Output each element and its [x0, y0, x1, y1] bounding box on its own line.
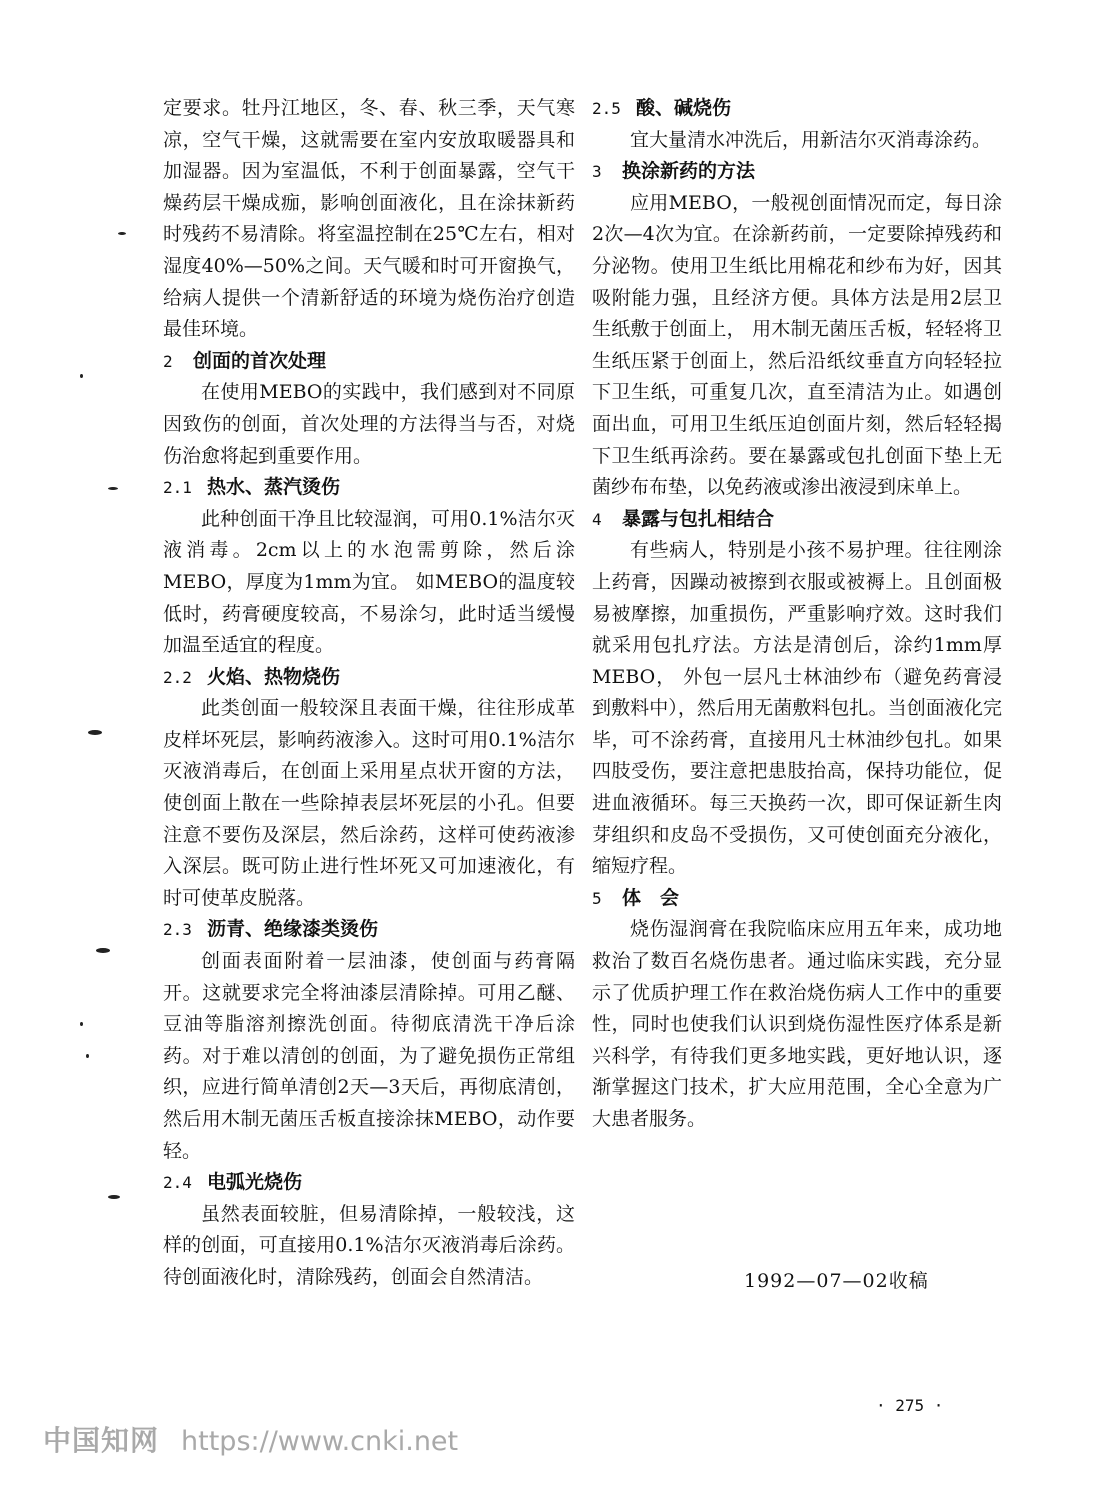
section-number: 5	[592, 888, 602, 908]
paragraph: 在使用MEBO的实践中，我们感到对不同原因致伤的创面，首次处理的方法得当与否，对烧伤治愈将起到重要作用。	[163, 381, 575, 467]
section-title: 沥青、绝缘漆类烫伤	[207, 918, 379, 941]
scan-speck	[118, 232, 126, 235]
received-date: 1992—07—02收稿	[744, 1270, 929, 1292]
section-title: 暴露与包扎相结合	[622, 507, 775, 530]
section-title: 体 会	[622, 886, 680, 909]
section-title: 换涂新药的方法	[622, 160, 756, 183]
cnki-logo: 中国知网	[43, 1424, 160, 1457]
watermark-footer	[43, 1419, 458, 1459]
section-title: 电弧光烧伤	[207, 1171, 303, 1194]
scan-speck	[108, 1195, 120, 1199]
section-heading	[592, 883, 1002, 915]
paragraph: 有些病人，特别是小孩不易护理。往往刚涂上药膏，因躁动被擦到衣服或被褥上。且创面极易被摩擦，加重损伤，严重影响疗效。这时我们就采用包扎疗法。方法是清创后，涂约1mm厚MEBO， 外包一层凡士林油纱布（避免药膏浸到敷料中），然后用无菌敷料包扎。当创面液化完毕，可不涂药膏，直接用凡士林油纱包扎。如果四肢受伤，要注意把患肢抬高，保持功能位，促进血液循环。每三天换药一次，即可保证新生肉芽组织和皮岛不受损伤，又可使创面充分液化，缩短疗程。	[592, 539, 1002, 878]
scan-speck	[80, 374, 83, 378]
paragraph: 应用MEBO，一般视创面情况而定，每日涂2次—4次为宜。在涂新药前，一定要除掉残药和分泌物。使用卫生纸比用棉花和纱布为好，因其吸附能力强，且经济方便。具体方法是用2层卫生纸敷于创面上， 用木制无菌压舌板，轻轻将卫生纸压紧于创面上，然后沿纸纹垂直方向轻轻拉下卫生纸，可重复几次，直至清洁为止。如遇创面出血，可用卫生纸压迫创面片刻，然后轻轻揭下卫生纸再涂药。要在暴露或包扎创面下垫上无菌纱布布垫，以免药液或渗出液浸到床单上。	[592, 191, 1002, 499]
paragraph: 此种创面干净且比较湿润，可用0.1%洁尔灭液消毒。2cm以上的水泡需剪除，然后涂MEBO，厚度为1mm为宜。 如MEBO的温度较低时，药膏硬度较高，不易涂匀，此时适当缓慢加温至适宜的程度。	[163, 507, 575, 657]
subsection-heading	[163, 1167, 575, 1199]
scan-speck	[80, 1022, 83, 1026]
subsection-heading	[163, 914, 575, 946]
section-number: 2.2	[163, 667, 192, 687]
subsection-heading	[592, 93, 1002, 125]
paragraph: 此类创面一般较深且表面干燥，往往形成革皮样坏死层，影响药液渗入。这时可用0.1%洁尔灭液消毒后，在创面上采用星点状开窗的方法，使创面上散在一些除掉表层坏死层的小孔。但要注意不要伤及深层，然后涂药，这样可使药液渗入深层。既可防止进行性坏死又可加速液化，有时可使革皮脱落。	[163, 697, 575, 909]
section-number: 2.1	[163, 478, 192, 498]
paragraph: 宜大量清水冲洗后，用新洁尔灭消毒涂药。	[630, 128, 992, 151]
section-number: 4	[592, 509, 602, 529]
section-heading	[592, 156, 1002, 188]
section-title: 热水、蒸汽烫伤	[207, 476, 341, 499]
left-column	[163, 93, 575, 1294]
section-heading	[163, 346, 575, 378]
right-column	[592, 93, 1002, 1136]
section-heading	[592, 504, 1002, 536]
section-title: 酸、碱烧伤	[636, 97, 732, 119]
subsection-heading	[163, 662, 575, 694]
paragraph: 创面表面附着一层油漆，使创面与药膏隔开。这就要求完全将油漆层清除掉。可用乙醚、豆油等脂溶剂擦洗创面。待彻底清洗干净后涂药。对于难以清创的创面，为了避免损伤正常组织，应进行简单清创2天—3天后，再彻底清创，然后用木制无菌压舌板直接涂抹MEBO，动作要轻。	[163, 950, 575, 1162]
section-title: 火焰、热物烧伤	[207, 665, 341, 688]
subsection-heading	[163, 472, 575, 504]
section-number: 2	[163, 351, 173, 371]
paragraph: 烧伤湿润膏在我院临床应用五年来，成功地救治了数百名烧伤患者。通过临床实践，充分显示了优质护理工作在救治烧伤病人工作中的重要性，同时也使我们认识到烧伤湿性医疗体系是新兴科学，有待我们更多地实践，更好地认识，逐渐掌握这门技术，扩大应用范围，全心全意为广大患者服务。	[592, 918, 1002, 1130]
scan-speck	[88, 730, 102, 735]
paragraph: 定要求。牡丹江地区，冬、春、秋三季，天气寒凉，空气干燥，这就需要在室内安放取暖器具和加湿器。因为室温低，不利于创面暴露，空气干燥药层干燥成痂，影响创面液化，且在涂抹新药时残药不易清除。将室温控制在25℃左右，相对湿度40%—50%之间。天气暖和时可开窗换气，给病人提供一个清新舒适的环境为烧伤治疗创造最佳环境。	[163, 97, 575, 341]
section-number: 2.4	[163, 1173, 192, 1193]
page-number: · 275 ·	[876, 1396, 944, 1415]
cnki-url: https://www.cnki.net	[181, 1426, 459, 1457]
section-title: 创面的首次处理	[193, 349, 327, 372]
scan-speck	[96, 948, 110, 953]
scan-speck	[108, 487, 118, 490]
scan-speck	[86, 1054, 89, 1058]
paragraph: 虽然表面较脏，但易清除掉，一般较浅，这样的创面，可直接用0.1%洁尔灭液消毒后涂药。待创面液化时，清除残药，创面会自然清洁。	[163, 1202, 575, 1288]
section-number: 2.5	[592, 99, 621, 118]
section-number: 2.3	[163, 920, 192, 940]
section-number: 3	[592, 162, 602, 182]
